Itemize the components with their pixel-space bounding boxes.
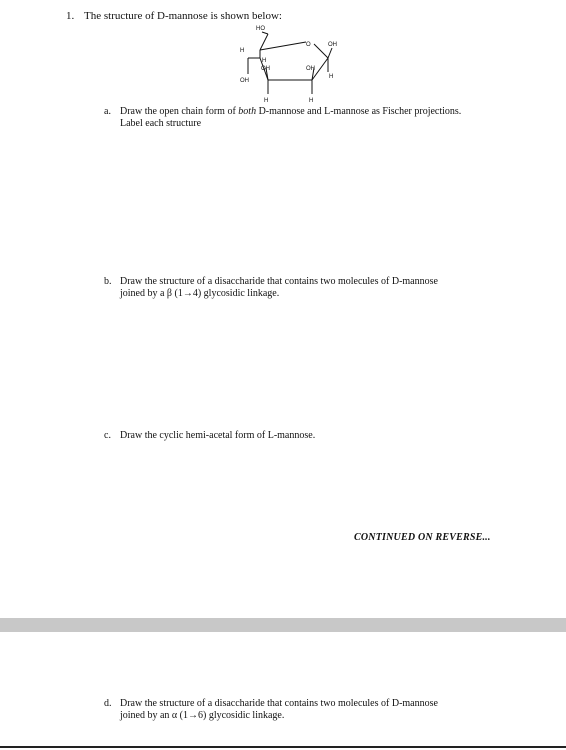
label-oh-c1: OH bbox=[328, 42, 337, 48]
label-h-c4b: H bbox=[262, 58, 267, 64]
label-oh-c3: OH bbox=[261, 66, 270, 72]
question-number: 1. bbox=[66, 10, 75, 22]
part-a-text bbox=[120, 106, 520, 130]
page-back bbox=[0, 632, 566, 750]
label-h-c1: H bbox=[329, 74, 334, 80]
bottom-rule bbox=[0, 746, 566, 748]
part-c-text bbox=[120, 430, 520, 442]
part-b-line1: Draw the structure of a disaccharide that contains two molecules of D-mannose bbox=[120, 276, 438, 287]
haworth-projection bbox=[218, 22, 358, 110]
part-a-line1-pre: Draw the open chain form of bbox=[120, 106, 239, 117]
label-h-c4: H bbox=[240, 48, 245, 54]
label-oh-c4: OH bbox=[240, 78, 249, 84]
label-ho-top: HO bbox=[256, 26, 265, 32]
part-b bbox=[104, 276, 534, 302]
part-c bbox=[104, 430, 534, 444]
part-d-letter: d. bbox=[104, 698, 112, 709]
part-a-letter: a. bbox=[104, 106, 111, 117]
part-c-line1: Draw the cyclic hemi-acetal form of L-mannose. bbox=[120, 430, 316, 441]
part-b-letter: b. bbox=[104, 276, 112, 287]
continued-note: CONTINUED ON REVERSE... bbox=[354, 532, 491, 543]
part-d-line1: Draw the structure of a disaccharide that contains two molecules of D-mannose bbox=[120, 698, 438, 709]
part-a-line1-post: D-mannose and L-mannose as Fischer projections. bbox=[256, 106, 462, 117]
d-mannose-structure bbox=[218, 22, 358, 110]
question-prompt: The structure of D-mannose is shown below: bbox=[84, 10, 282, 22]
part-b-text bbox=[120, 276, 520, 300]
part-c-letter: c. bbox=[104, 430, 111, 441]
part-d-line2: joined by an α (1→6) glycosidic linkage. bbox=[120, 710, 285, 721]
page-gap bbox=[0, 618, 566, 632]
part-d-text bbox=[120, 698, 520, 722]
label-ring-o: O bbox=[306, 42, 311, 48]
label-oh-c2: OH bbox=[306, 66, 315, 72]
part-a bbox=[104, 106, 534, 132]
ring-bond-top bbox=[260, 42, 306, 50]
ch2oh-bond bbox=[260, 34, 268, 50]
label-h-c2: H bbox=[309, 98, 314, 104]
ring-bond-o-c1 bbox=[314, 44, 328, 58]
part-a-line1-emphasis: both bbox=[238, 106, 257, 117]
label-h-c3: H bbox=[264, 98, 269, 104]
ch2oh-bond-2 bbox=[262, 32, 268, 34]
part-b-line2: joined by a β (1→4) glycosidic linkage. bbox=[120, 288, 280, 299]
part-a-line2: Label each structure bbox=[120, 118, 202, 129]
c1-oh-bond bbox=[328, 48, 332, 58]
part-d bbox=[104, 698, 534, 724]
